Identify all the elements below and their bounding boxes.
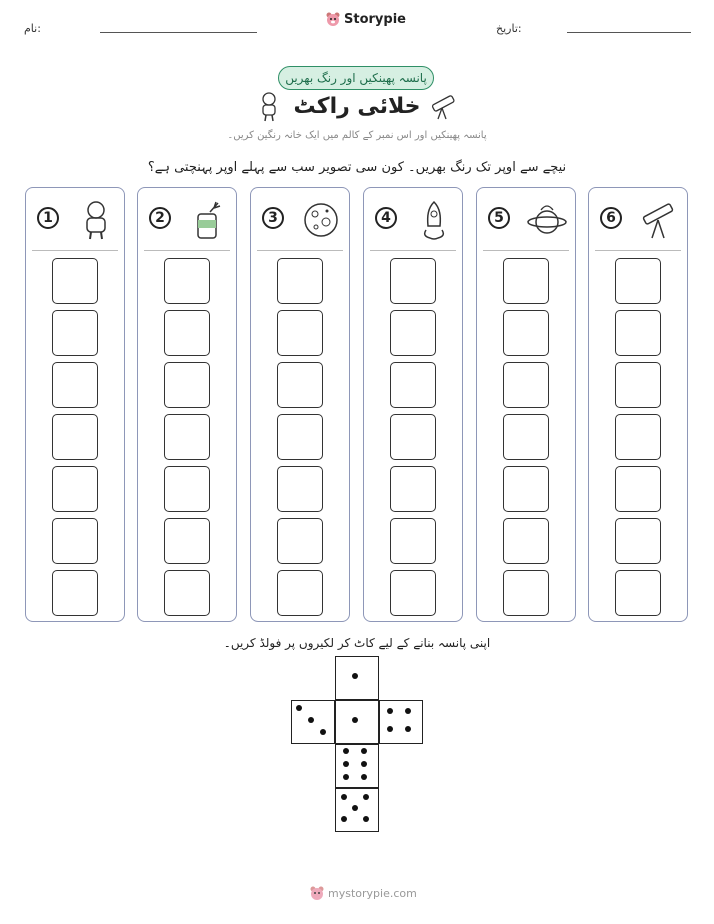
color-cell[interactable]	[503, 310, 549, 356]
moon-icon	[301, 200, 341, 240]
color-cell[interactable]	[615, 258, 661, 304]
color-cell[interactable]	[615, 518, 661, 564]
color-cell[interactable]	[503, 414, 549, 460]
color-cell[interactable]	[277, 310, 323, 356]
dice-face	[379, 700, 423, 744]
color-cell[interactable]	[52, 466, 98, 512]
divider	[32, 250, 118, 251]
color-cell[interactable]	[52, 362, 98, 408]
dice-pip	[320, 729, 326, 735]
color-cell[interactable]	[277, 570, 323, 616]
dice-pip	[343, 761, 349, 767]
color-cell[interactable]	[390, 570, 436, 616]
color-cell[interactable]	[503, 466, 549, 512]
color-cell[interactable]	[390, 466, 436, 512]
name-line[interactable]	[100, 32, 257, 33]
bear-icon	[310, 886, 324, 901]
column-number: 2	[149, 207, 171, 229]
color-cell[interactable]	[164, 414, 210, 460]
cut-instruction: اپنی پانسہ بنانے کے لیے کاٹ کر لکیروں پر فولڈ کریں۔	[223, 636, 491, 650]
dice-pip	[363, 816, 369, 822]
color-cell[interactable]	[277, 258, 323, 304]
color-cell[interactable]	[503, 362, 549, 408]
column-number: 5	[488, 207, 510, 229]
dice-face	[335, 744, 379, 788]
dice-pip	[352, 805, 358, 811]
color-cell[interactable]	[277, 518, 323, 564]
color-cell[interactable]	[52, 258, 98, 304]
color-cell[interactable]	[390, 362, 436, 408]
color-cell[interactable]	[390, 414, 436, 460]
color-cell[interactable]	[277, 414, 323, 460]
column-4	[363, 187, 463, 622]
column-3	[250, 187, 350, 622]
dice-pip	[352, 673, 358, 679]
rocket-launch-icon	[414, 200, 454, 240]
date-line[interactable]	[567, 32, 691, 33]
page-subtitle: پانسہ پھینکیں اور اس نمبر کے کالم میں ایک خانہ رنگین کریں۔	[227, 130, 487, 141]
name-label: نام:	[24, 22, 41, 35]
color-cell[interactable]	[615, 414, 661, 460]
color-cell[interactable]	[164, 570, 210, 616]
column-2	[137, 187, 237, 622]
dice-pip	[341, 794, 347, 800]
color-cell[interactable]	[164, 466, 210, 512]
telescope-icon	[639, 200, 679, 240]
color-cell[interactable]	[390, 518, 436, 564]
dice-pip	[405, 726, 411, 732]
color-cell[interactable]	[277, 362, 323, 408]
rocket-can-icon	[188, 200, 228, 240]
color-cell[interactable]	[390, 310, 436, 356]
color-cell[interactable]	[503, 258, 549, 304]
dice-pip	[361, 761, 367, 767]
footer	[310, 886, 417, 901]
dice-pip	[352, 717, 358, 723]
dice-pip	[387, 708, 393, 714]
brand-logo	[326, 12, 406, 27]
color-cell[interactable]	[164, 518, 210, 564]
ufo-planet-icon	[527, 200, 567, 240]
color-cell[interactable]	[615, 310, 661, 356]
color-cell[interactable]	[164, 258, 210, 304]
column-5	[476, 187, 576, 622]
column-1	[25, 187, 125, 622]
divider	[483, 250, 569, 251]
color-cell[interactable]	[503, 570, 549, 616]
dice-pip	[361, 748, 367, 754]
dice-pip	[363, 794, 369, 800]
color-cell[interactable]	[164, 310, 210, 356]
divider	[144, 250, 230, 251]
page-title: خلائی راکٹ	[293, 94, 421, 119]
dice-pip	[296, 705, 302, 711]
color-cell[interactable]	[615, 362, 661, 408]
color-cell[interactable]	[164, 362, 210, 408]
brand-name: Storypie	[344, 12, 406, 27]
color-cell[interactable]	[615, 570, 661, 616]
date-label: تاریخ:	[496, 22, 522, 35]
astronaut-icon	[76, 200, 116, 240]
dice-face	[335, 656, 379, 700]
dice-pip	[343, 774, 349, 780]
color-cell[interactable]	[52, 310, 98, 356]
color-cell[interactable]	[52, 414, 98, 460]
color-cell[interactable]	[52, 570, 98, 616]
color-cell[interactable]	[615, 466, 661, 512]
dice-face	[335, 788, 379, 832]
dice-pip	[308, 717, 314, 723]
divider	[595, 250, 681, 251]
dice-pip	[341, 816, 347, 822]
column-6	[588, 187, 688, 622]
color-cell[interactable]	[503, 518, 549, 564]
divider	[370, 250, 456, 251]
instruction-text: نیچے سے اوپر تک رنگ بھریں۔ کون سی تصویر سب سے پہلے اوپر پہنچتی ہے؟	[147, 160, 567, 175]
dice-face	[291, 700, 335, 744]
footer-url: mystorypie.com	[328, 887, 417, 900]
color-cell[interactable]	[277, 466, 323, 512]
column-number: 3	[262, 207, 284, 229]
column-number: 1	[37, 207, 59, 229]
column-number: 4	[375, 207, 397, 229]
color-cell[interactable]	[390, 258, 436, 304]
telescope-icon	[428, 92, 458, 120]
color-cell[interactable]	[52, 518, 98, 564]
dice-pip	[387, 726, 393, 732]
dice-pip	[405, 708, 411, 714]
dice-pip	[343, 748, 349, 754]
activity-badge: پانسہ پھینکیں اور رنگ بھریں	[278, 66, 434, 90]
dice-pip	[361, 774, 367, 780]
dice-face	[335, 700, 379, 744]
column-number: 6	[600, 207, 622, 229]
divider	[257, 250, 343, 251]
bear-icon	[326, 12, 340, 27]
